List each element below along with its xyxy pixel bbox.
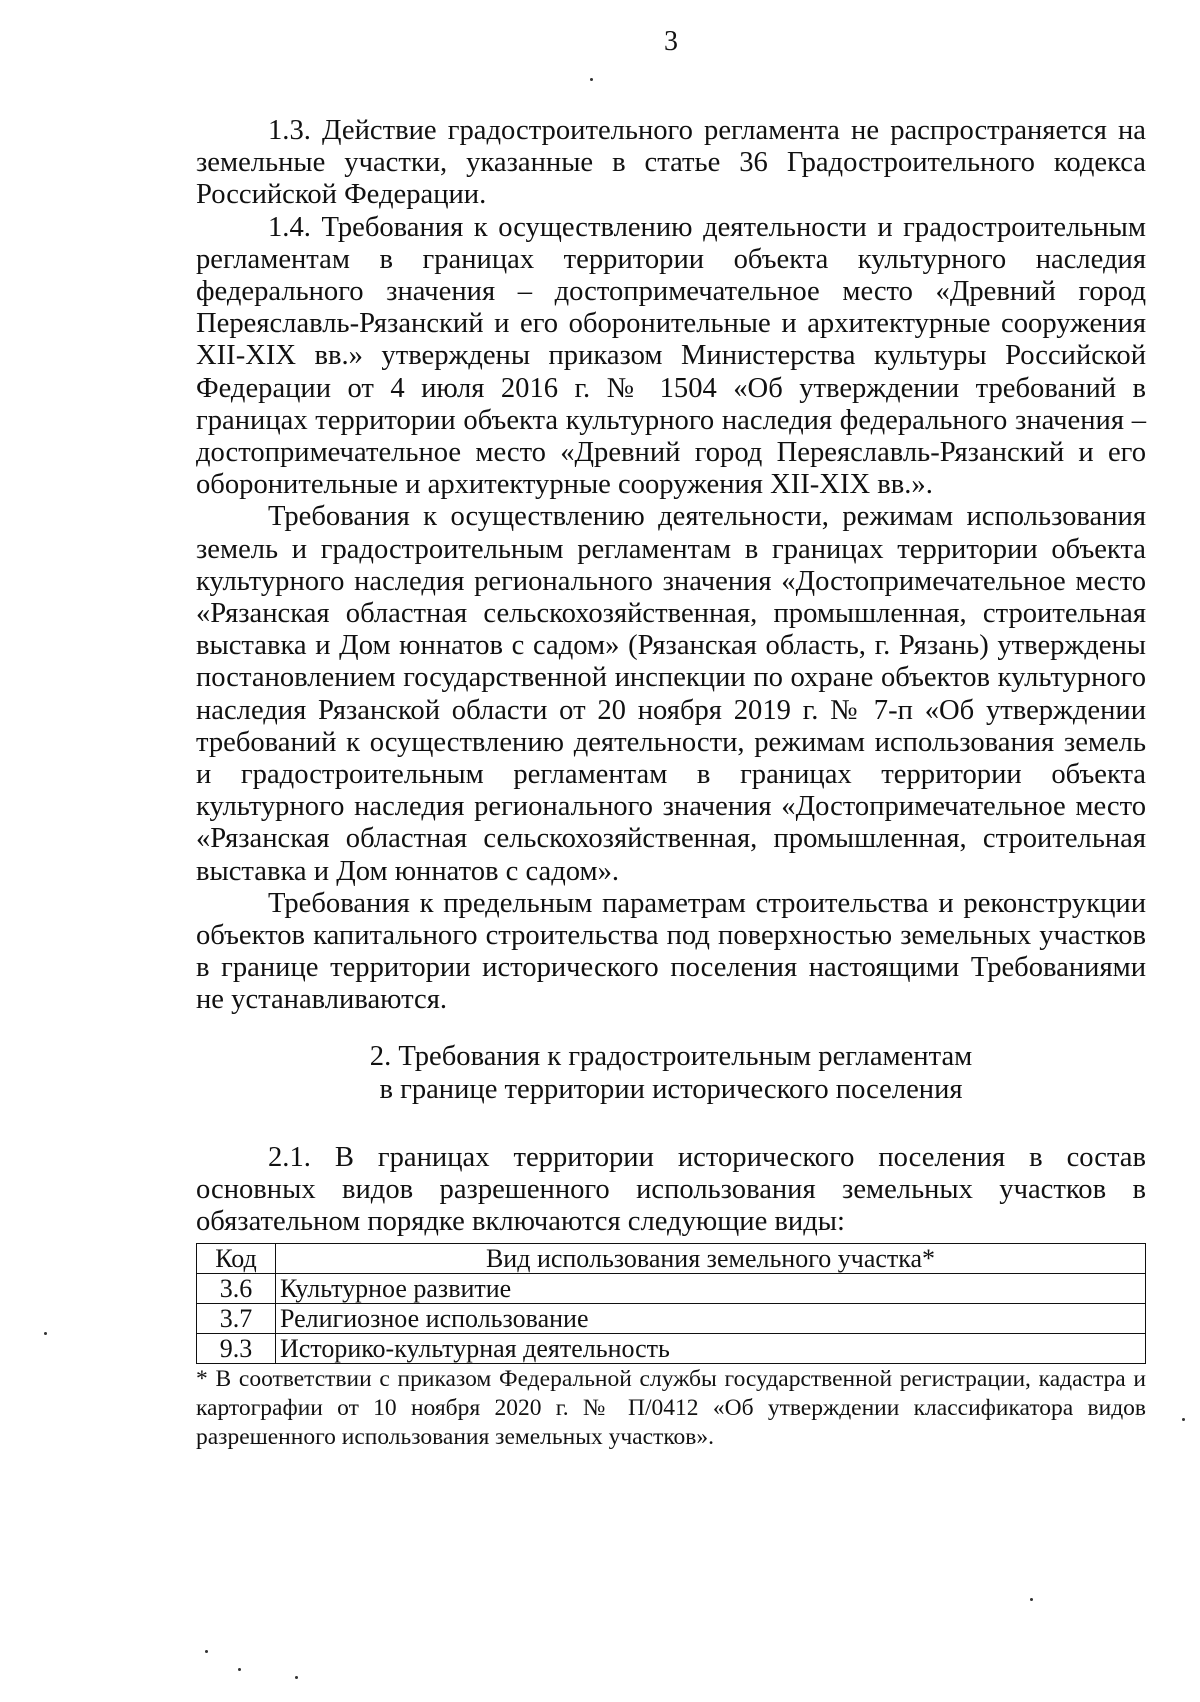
paragraph-1-3: 1.3. Действие градостроительного регламента не распространяется на земельные участки, указанные в статье 36 Градостроительного кодекса Российской Федерации. <box>196 115 1146 211</box>
scan-speck <box>590 78 593 81</box>
table-cell-code: 3.6 <box>197 1274 276 1304</box>
scan-speck <box>44 1332 47 1335</box>
table-cell-name: Религиозное использование <box>276 1304 1146 1334</box>
page-number: 3 <box>664 26 678 57</box>
table-cell-code: 3.7 <box>197 1304 276 1334</box>
scan-speck <box>1182 1418 1185 1421</box>
table-cell-name: Историко-культурная деятельность <box>276 1334 1146 1364</box>
scan-speck <box>238 1668 241 1671</box>
document-page <box>196 0 1146 1702</box>
table-header-row <box>197 1244 1146 1274</box>
paragraph-1-4: 1.4. Требования к осуществлению деятельности и градостроительным регламентам в границах территории объекта культурного наследия федерального значения – достопримечательное место «Древний город Переяславль-Рязанский и его оборонительные и архитектурные сооружения XII-XIX вв.» утверждены приказом Министерства культуры Российской Федерации от 4 июля 2016 г. № 1504 «Об утверждении требований в границах территории объекта культурного наследия федерального значения – достопримечательное место «Древний город Переяславль-Рязанский и его оборонительные и архитектурные сооружения XII-XIX вв.». <box>196 211 1146 501</box>
section-heading <box>196 1040 1146 1106</box>
paragraph-regional-requirements: Требования к осуществлению деятельности, режимам использования земель и градостроительным регламентам в границах территории объекта культурного наследия регионального значения «Достопримечательное место «Рязанская областная сельскохозяйственная, промышленная, строительная выставка и Дом юннатов с садом» (Рязанская область, г. Рязань) утверждены постановлением государственной инспекции по охране объектов культурного наследия Рязанской области от 20 ноября 2019 г. № 7-п «Об утверждении требований к осуществлению деятельности, режимам использования земель и градостроительным регламентам в границах территории объекта культурного наследия регионального значения «Достопримечательное место «Рязанская областная сельскохозяйственная, промышленная, строительная выставка и Дом юннатов с садом». <box>196 501 1146 887</box>
section-heading-line-1: 2. Требования к градостроительным регламентам <box>369 1041 973 1072</box>
scan-speck <box>205 1650 208 1653</box>
paragraph-underground-parameters: Требования к предельным параметрам строительства и реконструкции объектов капитального строительства под поверхностью земельных участков в границе территории исторического поселения настоящими Требованиями не устанавливаются. <box>196 887 1146 1016</box>
paragraph-2-1: 2.1. В границах территории исторического поселения в состав основных видов разрешенного использования земельных участков в обязательном порядке включаются следующие виды: <box>196 1142 1146 1238</box>
table-row <box>197 1304 1146 1334</box>
table-cell-code: 9.3 <box>197 1334 276 1364</box>
land-use-table <box>196 1243 1146 1364</box>
table-row <box>197 1334 1146 1364</box>
table-footnote: * В соответствии с приказом Федеральной службы государственной регистрации, кадастра и картографии от 10 ноября 2020 г. № П/0412 «Об утверждении классификатора видов разрешенного использования земельных участков». <box>196 1366 1146 1450</box>
scan-speck <box>295 1676 298 1679</box>
section-heading-line-2: в границе территории исторического поселения <box>379 1074 963 1105</box>
scan-speck <box>1030 1598 1033 1601</box>
table-cell-name: Культурное развитие <box>276 1274 1146 1304</box>
table-row <box>197 1274 1146 1304</box>
table-header-name: Вид использования земельного участка* <box>276 1244 1146 1274</box>
body-text <box>196 115 1146 1017</box>
land-use-table-wrap <box>196 1243 1146 1364</box>
table-header-code: Код <box>197 1244 276 1274</box>
